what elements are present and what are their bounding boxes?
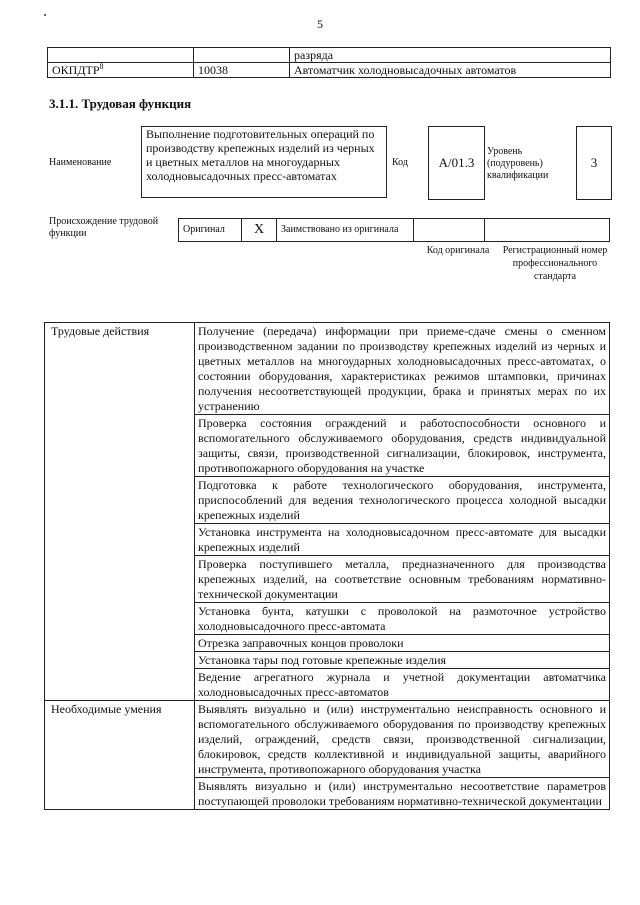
table-cell (194, 48, 290, 63)
qualification-level: 3 (576, 126, 612, 200)
okpdtr-code: 10038 (194, 63, 290, 78)
table-row (45, 701, 610, 778)
original-label: Оригинал (179, 219, 242, 242)
origin-label: Происхождение трудовой функции (49, 216, 159, 239)
name-label: Наименование (49, 157, 112, 168)
origin-table (178, 218, 610, 242)
reg-number-cell (485, 219, 610, 242)
table-row (179, 219, 610, 242)
borrowed-label: Заимствовано из оригинала (277, 219, 414, 242)
function-name-box: Выполнение подготовительных операций по производству крепежных изделий из черных и цветных металлов на многоударных холодновысадочных пресс-автоматах (141, 126, 387, 198)
labor-action: Проверка состояния ограждений и работоспособности основного и вспомогательного обслуживаемого оборудования, средств индивидуальной защиты, связи, производственной сигнализации, блокировок, инструмента, противопожарного оборудования на участке (195, 415, 610, 477)
occupation-table (47, 47, 611, 78)
table-cell (48, 48, 194, 63)
labor-action: Ведение агрегатного журнала и учетной документации автоматчика холодновысадочных пресс-автоматов (195, 669, 610, 701)
code-original-note: Код оригинала (426, 245, 490, 256)
table-row (48, 63, 611, 78)
page-number: 5 (317, 17, 323, 31)
original-mark: X (242, 219, 277, 242)
skill: Выявлять визуально и (или) инструментально несоответствие параметров поступающей проволоки требованиям нормативно-технической документации (195, 778, 610, 810)
labor-action: Установка тары под готовые крепежные изделия (195, 652, 610, 669)
scan-dot (44, 14, 46, 16)
skills-header: Необходимые умения (45, 701, 195, 810)
labor-action: Проверка поступившего металла, предназначенного для производства крепежных изделий, на соответствие основным требованиям нормативно-технической документации (195, 556, 610, 603)
function-code: A/01.3 (428, 126, 485, 200)
code-original-cell (414, 219, 485, 242)
skill: Выявлять визуально и (или) инструментально неисправность основного и вспомогательного обслуживаемого оборудования по производству крепежных изделий, ограждений, средств связи, производственной сигнализации, блокировок, средств коллективной и индивидуальной защиты, аварийного инструмента, противопожарного оборудования участка (195, 701, 610, 778)
okpdtr-label: ОКПДТР (52, 63, 100, 77)
labor-actions-header: Трудовые действия (45, 323, 195, 701)
section-title: 3.1.1. Трудовая функция (49, 96, 192, 111)
okpdtr-label-cell (48, 63, 194, 78)
labor-function-table (44, 322, 610, 810)
code-label: Код (392, 157, 408, 168)
level-label: Уровень (подуровень) квалификации (487, 146, 549, 181)
table-row (45, 323, 610, 415)
table-row (48, 48, 611, 63)
labor-action: Получение (передача) информации при приеме-сдаче смены о сменном производственном задании по производству крепежных изделий из черных и цветных металлов на многоударных холодновысадочных пресс-автоматах, о состоянии оборудования, характеристиках режимов штамповки, причинах получения несоответствующей продукции, брака и принятых мерах по их устранению (195, 323, 610, 415)
labor-action: Отрезка заправочных концов проволоки (195, 635, 610, 652)
reg-number-note: Регистрационный номер профессионального стандарта (502, 245, 608, 282)
table-cell: разряда (290, 48, 611, 63)
labor-action: Установка бунта, катушки с проволокой на размоточное устройство холодновысадочного пресс-автомата (195, 603, 610, 635)
labor-action: Подготовка к работе технологического оборудования, инструмента, приспособлений для ведения технологического процесса холодной высадки крепежных изделий (195, 477, 610, 524)
footnote-mark: 8 (99, 62, 104, 71)
labor-action: Установка инструмента на холодновысадочном пресс-автомате для высадки крепежных изделий (195, 524, 610, 556)
occupation-name: Автоматчик холодновысадочных автоматов (290, 63, 611, 78)
